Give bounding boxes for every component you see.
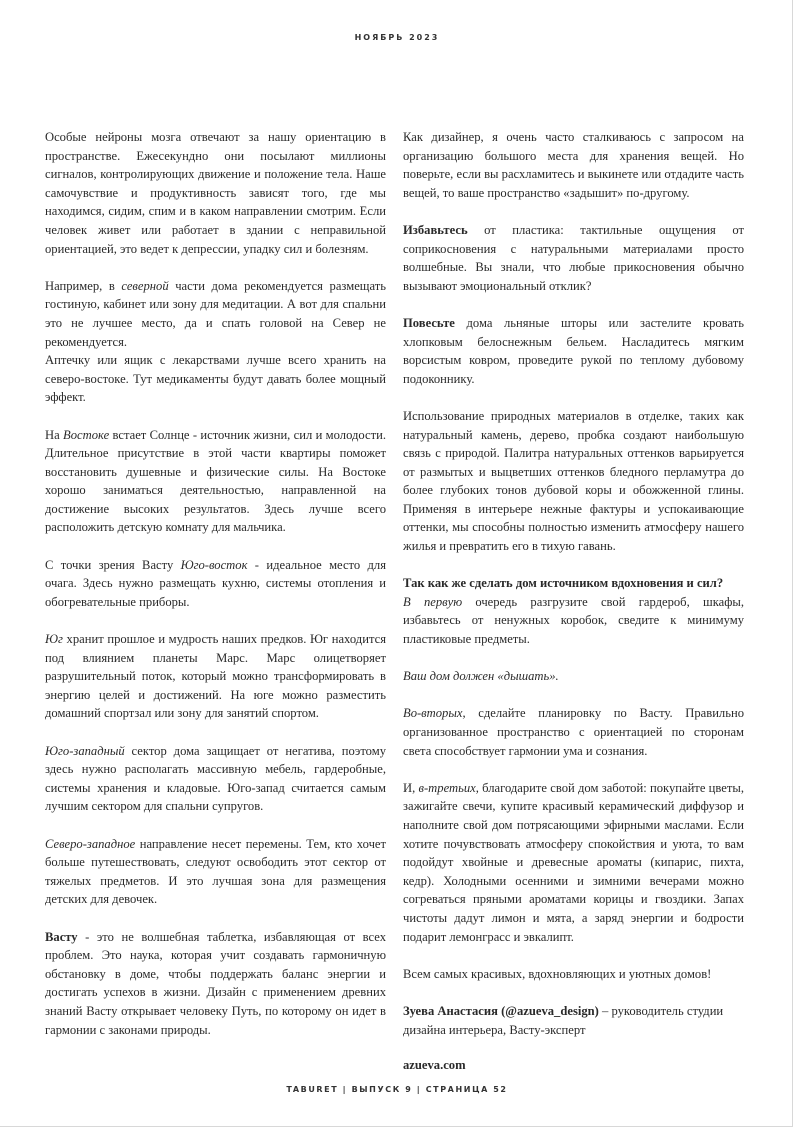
paragraph-north-east: Аптечку или ящик с лекарствами лучше всего хранить на северо-востоке. Тут медикаменты будут давать более мощный эффект. — [45, 353, 386, 405]
footer-issue-info: TABURET | ВЫПУСК 9 | СТРАНИЦА 52 — [286, 1085, 508, 1094]
paragraph-south-east — [45, 556, 386, 612]
emphasis-east: Востоке — [63, 427, 110, 442]
paragraph-third — [403, 779, 744, 946]
paragraph-vastu — [45, 928, 386, 1040]
text: дома льняные шторы или застелите кровать хлопковым белоснежным бельем. Насладитесь мягким ворсистым ковром, проведите рукой по теплому дубовому подоконнику. — [403, 315, 744, 386]
author-role: – руководитель студии дизайна интерьера, Васту-эксперт — [403, 1003, 724, 1037]
right-column — [403, 128, 744, 1058]
paragraph-designer: Как дизайнер, я очень часто сталкиваюсь с запросом на организацию большого места для хранения вещей. Но поверьте, если вы расхламитесь и выкинете или отдадите часть вещей, то ваше пространство «задышит» по-другому. — [403, 130, 745, 200]
text: направление несет перемены. Тем, кто хочет больше путешествовать, следуют освободить этот сектор от тяжелых предметов. И это лучшая зона для размещения детских для девочек. — [45, 836, 386, 907]
paragraph-neurons: Особые нейроны мозга отвечают за нашу ориентацию в пространстве. Ежесекундно они посылают миллионы сигналов, контролирующих движение и положение тела. Наше самочувствие и продуктивность зависят того, где мы находимся, сидим, спим и в каком направлении смотрим. Если человек живет или работает в здании с неправильной ориентацией, это ведет к депрессии, упадку сил и болезням. — [45, 130, 386, 256]
text: сделайте планировку по Васту. Правильно организованное пространство с ориентацией по сторонам света способствует гармонии ума и сознания. — [403, 706, 744, 758]
text: - идеальное место для очага. Здесь нужно размещать кухню, системы отопления и обогревательные приборы. — [45, 557, 386, 609]
text: очередь разгрузите свой гардероб, шкафы, избавьтесь от ненужных коробок, сведите к минимуму пластиковые предметы. — [403, 594, 744, 647]
paragraph-wishes: Всем самых красивых, вдохновляющих и уютных домов! — [403, 966, 712, 981]
text: С точки зрения Васту — [45, 557, 181, 572]
paragraph-natural-materials: Использование природных материалов в отделке, таких как натуральный камень, дерево, пробка создают наибольшую связь с природой. Палитра натуральных оттенков варьируется от размытых и выцветших оттенков бледного перламутра до более глубоких тонов дубовой коры и обожженной глины. Применяя в интерьере нежные фактуры и успокаивающие оттенки, мы способны полностью изменить атмосферу нашего жилья и превратить его в тихую гавань. — [403, 408, 744, 554]
paragraph-curtains — [403, 314, 744, 388]
paragraph-breathe — [403, 667, 744, 686]
text: сектор дома защищает от негатива, поэтому здесь нужно располагать массивную мебель, гардеробные, системы хранения и кладовые. Юго-запад считается самым лучшим сектором для спальни супругов. — [45, 743, 386, 814]
text: встает Солнце - источник жизни, сил и молодости. Длительное присутствие в этой части квартиры поможет восстановить душевные и физические силы. На Востоке хорошо заниматься деятельностью, направленной на достижение высоких результатов. Здесь лучше всего расположить детскую комнату для мальчика. — [45, 427, 386, 535]
paragraph-north-west — [45, 835, 386, 909]
text: от пластика: тактильные ощущения от соприкосновения с натуральными материалами просто волшебные. Вы знали, что любые прикосновения обычно вызывают эмоциональный отклик? — [403, 222, 744, 293]
author-name: Зуева Анастасия (@azueva_design) — [403, 1003, 599, 1018]
paragraph-second — [403, 704, 744, 760]
emphasis-north-west: Северо-западное — [45, 836, 136, 851]
author-signature — [403, 1002, 744, 1039]
paragraph-east — [45, 426, 386, 538]
emphasis-north: северной — [121, 278, 169, 293]
bold-vastu: Васту — [45, 929, 78, 944]
emphasis-second: Во-вторых, — [403, 706, 466, 721]
bold-hang: Повесьте — [403, 315, 455, 330]
text: благодарите свой дом заботой: покупайте цветы, зажигайте свечи, купите красивый керамический диффузор и наполните свой дом потрясающими эфирными маслами. Если хотите почувствовать атмосферу спокойствия и уюта, то вам подойдут хвойные и древесные ароматы (кипарис, пихта, кедр). Холодными осенними и зимними вечерами можно согреваться пряными ароматами корицы и гвоздики. Запах чистоты дадут лимон и мята, а заряд энергии и бодрости подарит лемонграсс и эвкалипт. — [403, 780, 744, 944]
paragraph-north — [45, 277, 386, 351]
paragraph-plastic — [403, 221, 744, 295]
text: Например, в — [45, 278, 122, 293]
emphasis-south-west: Юго-западный — [45, 743, 125, 758]
paragraph-south — [45, 630, 386, 723]
bold-get-rid: Избавьтесь — [403, 222, 468, 237]
text: И, — [403, 780, 419, 795]
running-head-date: НОЯБРЬ 2023 — [354, 33, 440, 42]
emphasis-first: В первую — [403, 594, 463, 609]
emphasis-breathe: Ваш дом должен «дышать». — [403, 669, 559, 684]
text: хранит прошлое и мудрость наших предков. Юг находится под влиянием планеты Марс. Марс олицетворяет разрушительный поток, который можно трансформировать в энергию целей и достижений. На юге можно разместить домашний спортзал или зону для занятий спортом. — [45, 632, 386, 721]
emphasis-south-east: Юго-восток — [180, 557, 248, 572]
question-heading — [403, 574, 744, 593]
text: На — [45, 427, 64, 442]
emphasis-south: Юг — [45, 632, 63, 647]
text: - это не волшебная таблетка, избавляющая от всех проблем. Это наука, которая учит создавать гармоничную обстановку в доме, чтобы поддержать баланс энергии и достигать успехов в жизни. Дизайн с применением древних знаний Васту открывает человеку Путь, по которому он идет в гармонии с законами природы. — [45, 929, 386, 1037]
text: части дома рекомендуется размещать гостиную, кабинет или зону для медитации. А вот для спальни это не лучшее место, да и спать головой на Север не рекомендуется. — [45, 278, 386, 349]
bold-question: Так как же сделать дом источником вдохновения и сил? — [403, 576, 724, 591]
author-website-link[interactable]: azueva.com — [403, 1058, 466, 1072]
paragraph-south-west — [45, 742, 386, 816]
emphasis-third: в-третьих, — [418, 780, 479, 795]
paragraph-first — [403, 593, 744, 649]
left-column — [45, 128, 386, 1058]
